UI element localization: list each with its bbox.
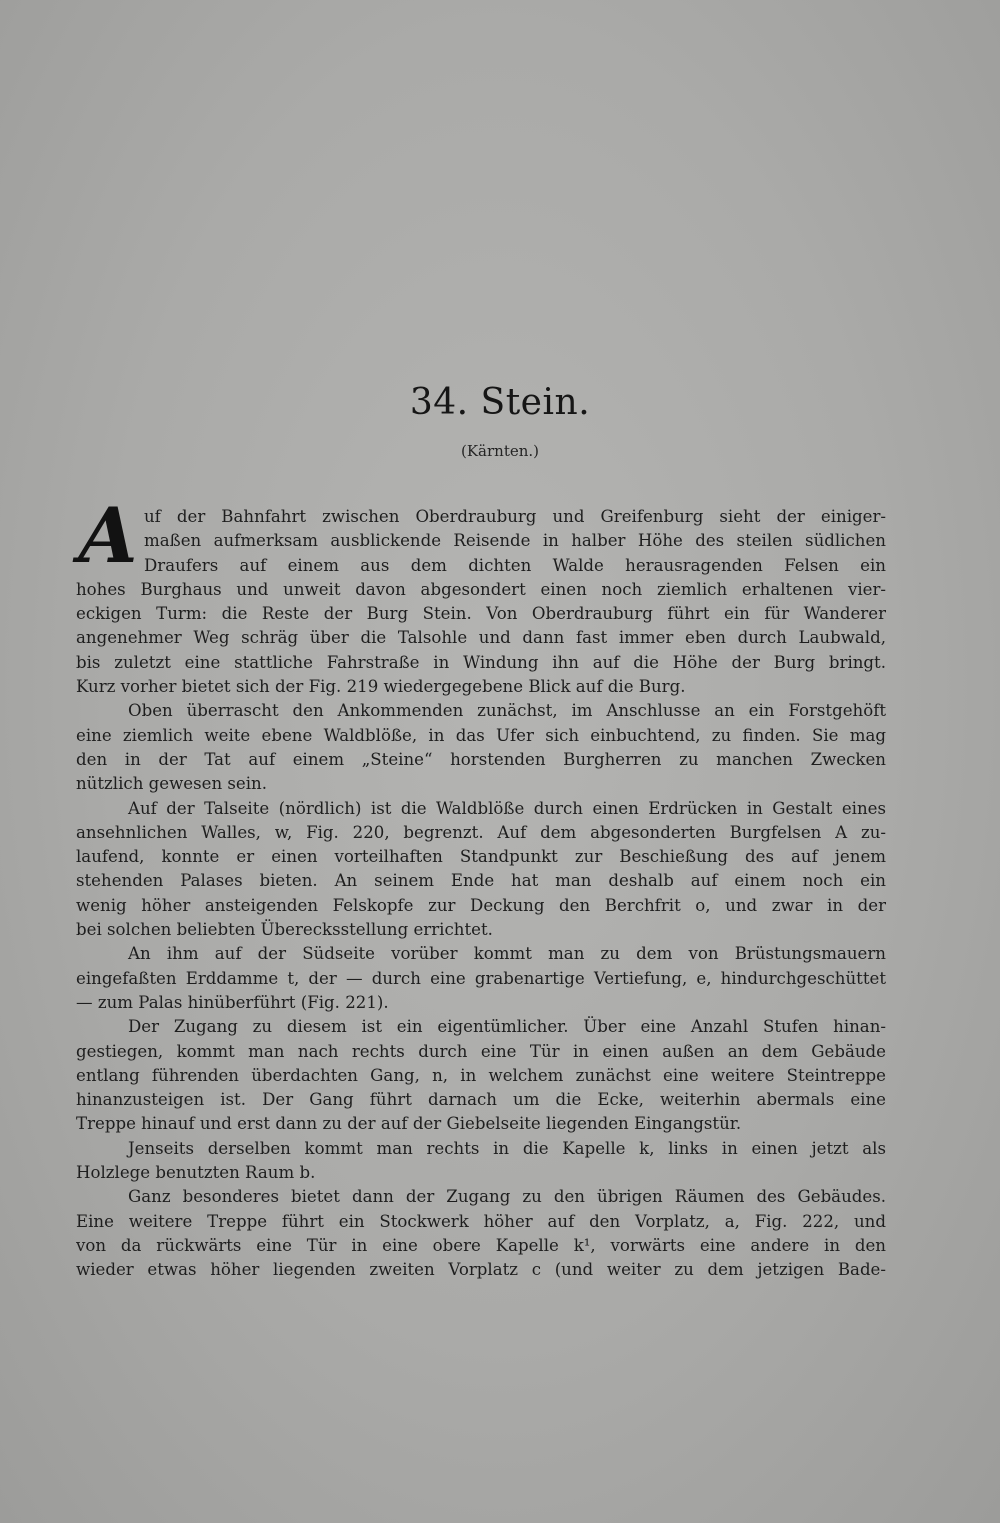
text-line: wieder etwas höher liegenden zweiten Vorplatz c (und weiter zu dem jetzigen Bade- [76, 1260, 886, 1280]
text-line: Auf der Talseite (nördlich) ist die Waldblöße durch einen Erdrücken in Gestalt eines [128, 798, 886, 818]
text-line: Draufers auf einem aus dem dichten Walde herausragenden Felsen ein [144, 555, 886, 575]
text-line: laufend, konnte er einen vorteilhaften Standpunkt zur Beschießung des auf jenem [76, 847, 886, 867]
body-text [76, 505, 886, 1283]
text-line: hinanzusteigen ist. Der Gang führt darnach um die Ecke, weiterhin abermals eine [76, 1090, 886, 1110]
text-line: Holzlege benutzten Raum b. [76, 1163, 316, 1183]
chapter-title: 34. Stein. [409, 382, 591, 423]
text-line: bei solchen beliebten Überecksstellung errichtet. [76, 920, 493, 940]
text-line: eine ziemlich weite ebene Waldblöße, in das Ufer sich einbuchtend, zu finden. Sie mag [76, 725, 886, 745]
text-line: An ihm auf der Südseite vorüber kommt man zu dem von Brüstungsmauern [128, 944, 886, 964]
text-line: angenehmer Weg schräg über die Talsohle und dann fast immer eben durch Laubwald, [76, 628, 886, 648]
text-line: — zum Palas hinüberführt (Fig. 221). [76, 992, 389, 1012]
text-line: nützlich gewesen sein. [76, 774, 268, 794]
text-line: Treppe hinauf und erst dann zu der auf der Giebelseite liegenden Eingangstür. [76, 1114, 742, 1134]
text-line: eckigen Turm: die Reste der Burg Stein. Von Oberdrauburg führt ein für Wanderer [76, 604, 886, 624]
text-line: von da rückwärts eine Tür in eine obere Kapelle k¹, vorwärts eine andere in den [76, 1235, 886, 1255]
text-line: gestiegen, kommt man nach rechts durch eine Tür in einen außen an dem Gebäude [76, 1041, 886, 1061]
text-line: wenig höher ansteigenden Felskopfe zur Deckung den Berchfrit o, und zwar in der [76, 895, 886, 915]
text-line: maßen aufmerksam ausblickende Reisende in halber Höhe des steilen südlichen [144, 531, 886, 551]
text-line: hohes Burghaus und unweit davon abgesondert einen noch ziemlich erhaltenen vier- [76, 579, 886, 599]
text-line: Eine weitere Treppe führt ein Stockwerk höher auf den Vorplatz, a, Fig. 222, und [76, 1211, 886, 1231]
text-line: Kurz vorher bietet sich der Fig. 219 wiedergegebene Blick auf die Burg. [76, 677, 686, 697]
text-line: den in der Tat auf einem „Steine“ horstenden Burgherren zu manchen Zwecken [76, 749, 886, 769]
text-line: stehenden Palases bieten. An seinem Ende hat man deshalb auf einem noch ein [76, 871, 886, 891]
text-line: eingefaßten Erddamme t, der — durch eine grabenartige Vertiefung, e, hindurchgeschüttet [76, 968, 886, 988]
decorative-initial-letter: A [78, 491, 138, 580]
text-line: bis zuletzt eine stattliche Fahrstraße in Windung ihn auf die Höhe der Burg bringt. [76, 652, 886, 672]
text-line: uf der Bahnfahrt zwischen Oberdrauburg und Greifenburg sieht der einiger- [144, 507, 886, 526]
text-line: Der Zugang zu diesem ist ein eigentümlicher. Über eine Anzahl Stufen hinan- [128, 1017, 886, 1037]
chapter-subtitle: (Kärnten.) [460, 442, 540, 460]
text-line: Ganz besonderes bietet dann der Zugang zu den übrigen Räumen des Gebäudes. [128, 1187, 886, 1207]
text-line: Oben überrascht den Ankommenden zunächst, im Anschlusse an ein Forstgehöft [128, 701, 886, 721]
text-line: entlang führenden überdachten Gang, n, in welchem zunächst eine weitere Steintreppe [76, 1065, 886, 1085]
text-line: Jenseits derselben kommt man rechts in die Kapelle k, links in einen jetzt als [128, 1138, 886, 1158]
text-line: ansehnlichen Walles, w, Fig. 220, begrenzt. Auf dem abgesonderten Burgfelsen A zu- [76, 822, 886, 842]
